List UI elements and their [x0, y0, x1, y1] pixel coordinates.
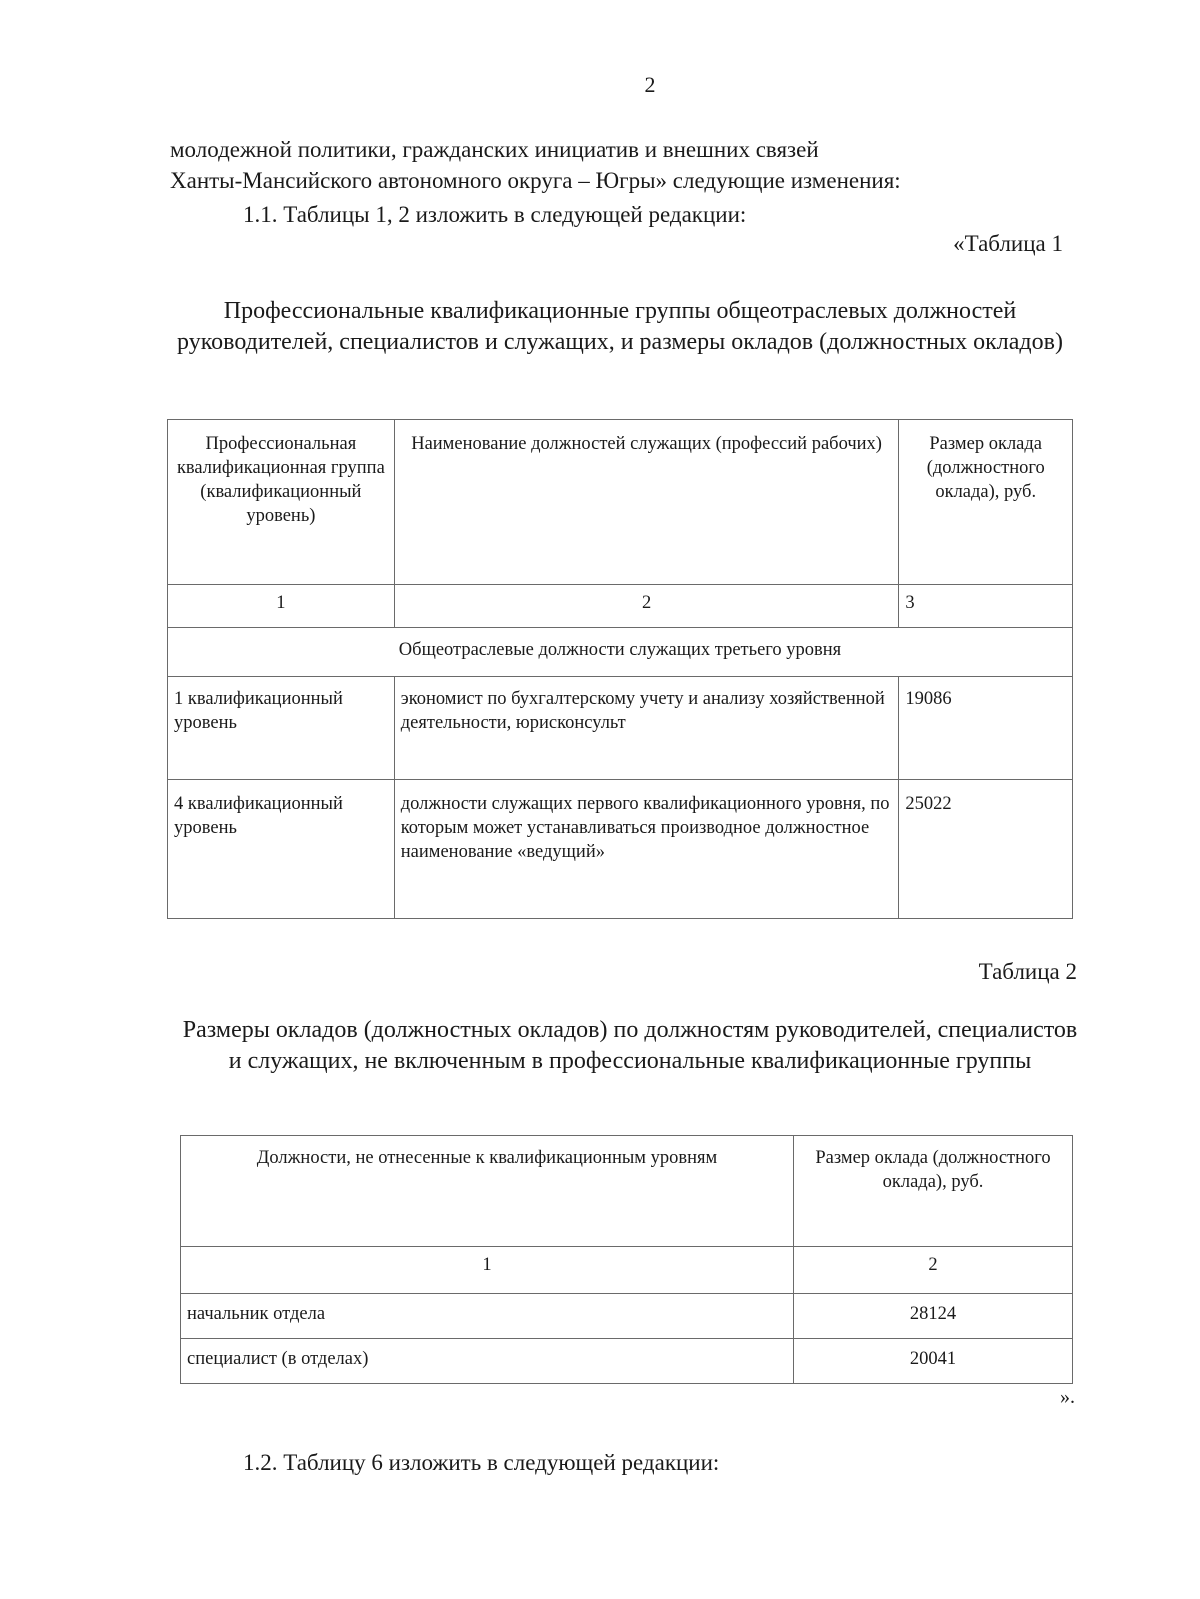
table-row	[168, 677, 1073, 780]
table-row	[181, 1294, 1073, 1339]
table-1-level-cell: 1 квалификационный уровень	[168, 677, 395, 780]
table-1-caption: Профессиональные квалификационные группы общеотраслевых должностей руководителей, специалистов и служащих, и размеры окладов (должностных окладов)	[177, 298, 1063, 355]
table-2-col-number: 2	[794, 1247, 1073, 1294]
table-1-label: «Таблица 1	[953, 231, 1063, 256]
table-1-header-group: Профессиональная квалификационная группа (квалификационный уровень)	[168, 420, 395, 585]
table-1-header-salary: Размер оклада (должностного оклада), руб.	[899, 420, 1073, 585]
table-row	[181, 1339, 1073, 1384]
page-number: 2	[644, 72, 656, 97]
table-1-col-number: 3	[899, 585, 1073, 628]
intro-paragraph	[170, 134, 1063, 196]
table-1-col-number: 1	[168, 585, 395, 628]
table-2-number-row	[181, 1247, 1073, 1294]
table-2-col-number: 1	[181, 1247, 794, 1294]
table-1-section-title: Общеотраслевые должности служащих третьего уровня	[168, 628, 1073, 677]
table-2-caption: Размеры окладов (должностных окладов) по должностям руководителей, специалистов и служащих, не включенным в профессиональные квалификационные группы	[182, 1017, 1078, 1074]
table-1-salary-cell: 25022	[899, 780, 1073, 919]
table-2-label: Таблица 2	[978, 959, 1077, 984]
closing-quote: ».	[1060, 1386, 1075, 1408]
table-2-header-positions: Должности, не отнесенные к квалификационным уровням	[181, 1136, 794, 1247]
intro-line-1: молодежной политики, гражданских инициатив и внешних связей	[170, 137, 819, 162]
item-1-1-text: 1.1. Таблицы 1, 2 изложить в следующей редакции:	[243, 202, 747, 227]
table-row	[168, 780, 1073, 919]
item-1-2-text: 1.2. Таблицу 6 изложить в следующей редакции:	[243, 1450, 720, 1475]
table-2-salary-cell: 28124	[794, 1294, 1073, 1339]
table-1-level-cell: 4 квалификационный уровень	[168, 780, 395, 919]
table-2-position-cell: начальник отдела	[181, 1294, 794, 1339]
table-2	[180, 1135, 1073, 1384]
table-1-header-positions: Наименование должностей служащих (профессий рабочих)	[394, 420, 899, 585]
table-2-position-cell: специалист (в отделах)	[181, 1339, 794, 1384]
intro-line-2: Ханты-Мансийского автономного округа – Югры» следующие изменения:	[170, 168, 901, 193]
table-1-positions-cell: должности служащих первого квалификационного уровня, по которым может устанавливаться производное должностное наименование «ведущий»	[394, 780, 899, 919]
table-1-salary-cell: 19086	[899, 677, 1073, 780]
table-1-positions-cell: экономист по бухгалтерскому учету и анализу хозяйственной деятельности, юрисконсульт	[394, 677, 899, 780]
table-2-header-row	[181, 1136, 1073, 1247]
table-1-header-row	[168, 420, 1073, 585]
table-2-salary-cell: 20041	[794, 1339, 1073, 1384]
table-1-number-row	[168, 585, 1073, 628]
table-2-header-salary: Размер оклада (должностного оклада), руб.	[794, 1136, 1073, 1247]
table-1	[167, 419, 1073, 919]
table-1-section-row	[168, 628, 1073, 677]
table-1-col-number: 2	[394, 585, 899, 628]
